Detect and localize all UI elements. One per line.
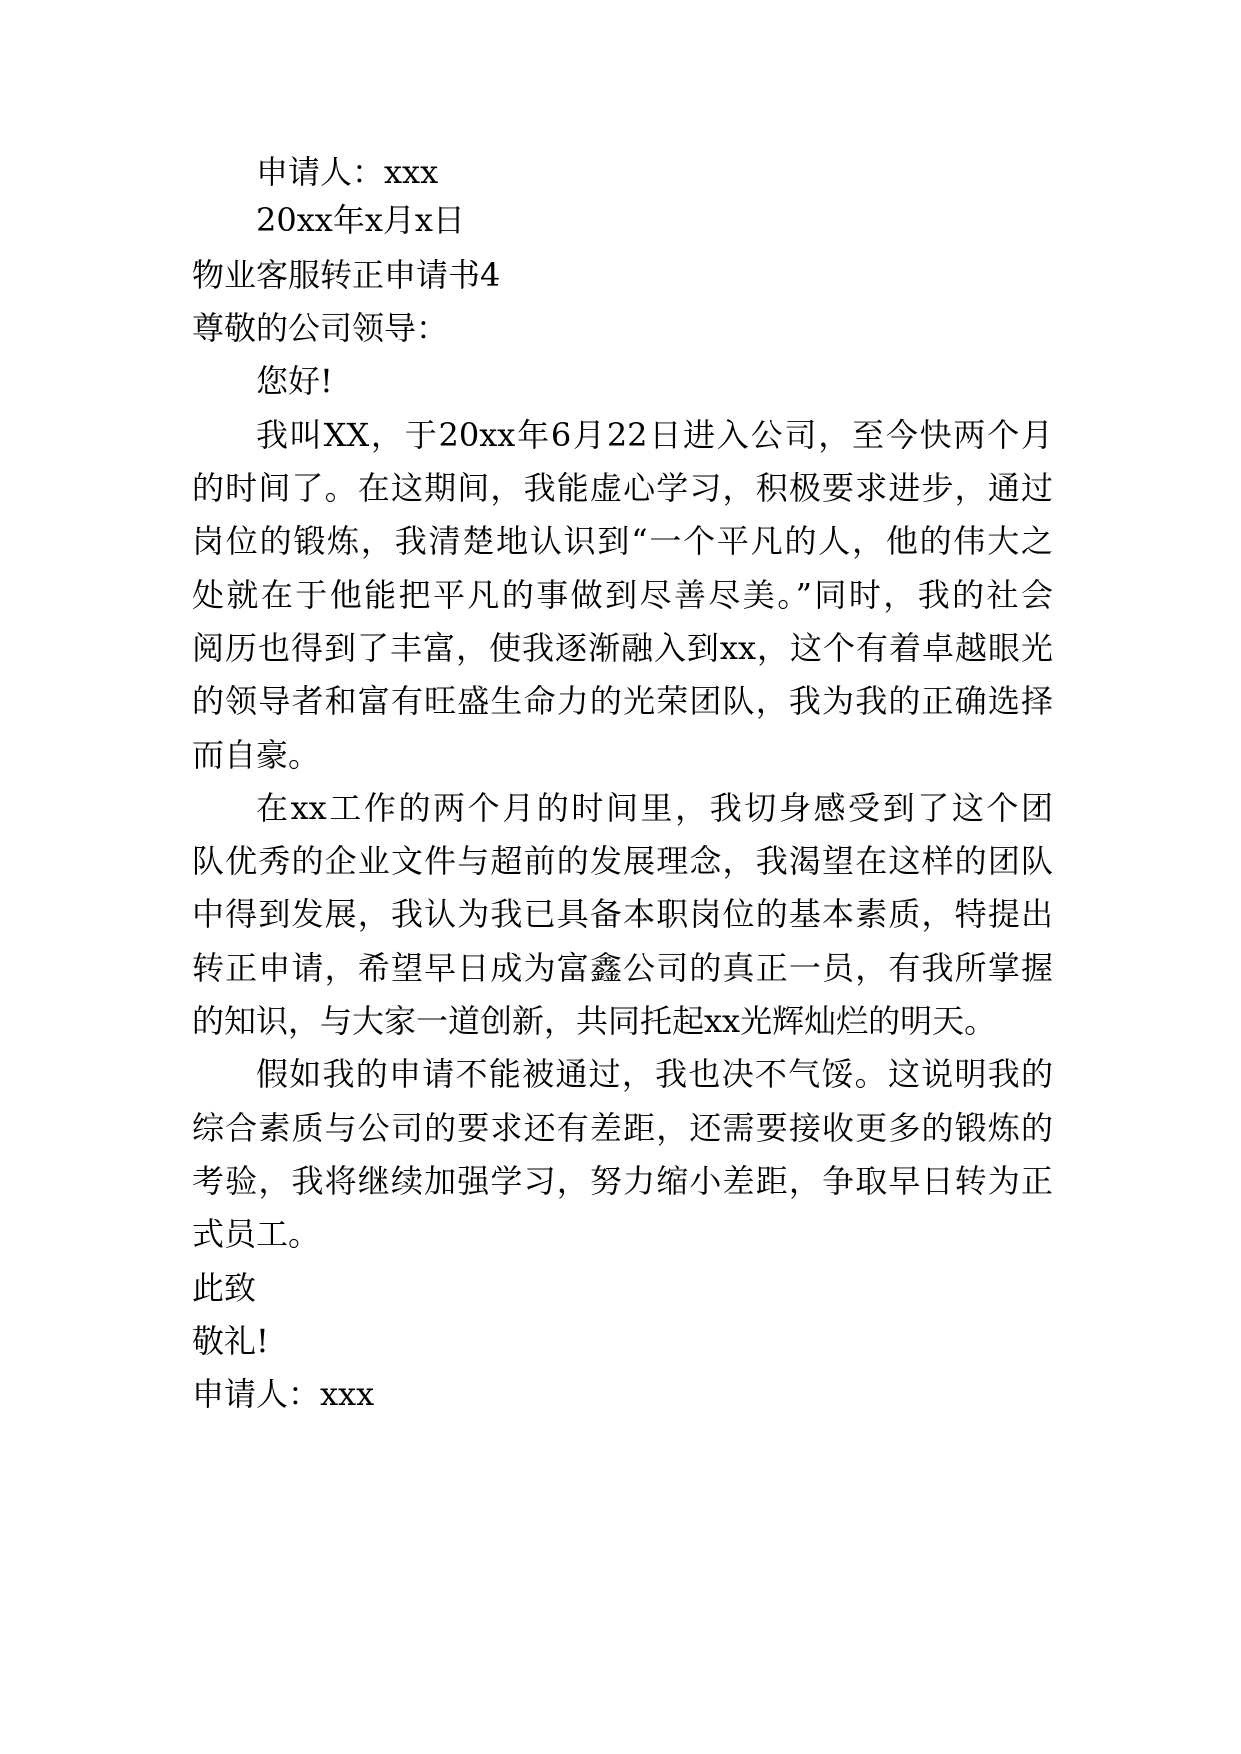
paragraph-3-line-2: 综合素质与公司的要求还有差距，还需要接收更多的锻炼的 — [192, 1109, 1053, 1147]
prev-applicant-line: 申请人：xxx — [256, 153, 439, 191]
closing-line-2: 敬礼! — [192, 1322, 269, 1360]
paragraph-2-line-5: 的知识，与大家一道创新，共同托起xx光辉灿烂的明天。 — [192, 1002, 997, 1040]
paragraph-2-line-4: 转正申请，希望早日成为富鑫公司的真正一员，有我所掌握 — [192, 949, 1053, 987]
greeting: 您好! — [256, 362, 333, 400]
paragraph-3-line-4: 式员工。 — [192, 1215, 321, 1253]
paragraph-1-line-5: 阅历也得到了丰富，使我逐渐融入到xx，这个有着卓越眼光 — [192, 629, 1053, 667]
paragraph-1-line-6: 的领导者和富有旺盛生命力的光荣团队，我为我的正确选择 — [192, 682, 1053, 720]
paragraph-1-line-7: 而自豪。 — [192, 736, 321, 774]
paragraph-2-line-1: 在xx工作的两个月的时间里，我切身感受到了这个团 — [256, 789, 1053, 827]
paragraph-1-line-2: 的时间了。在这期间，我能虚心学习，积极要求进步，通过 — [192, 469, 1053, 507]
paragraph-3-line-1: 假如我的申请不能被通过，我也决不气馁。这说明我的 — [256, 1055, 1053, 1093]
paragraph-1-line-1: 我叫XX，于20xx年6月22日进入公司，至今快两个月 — [256, 416, 1053, 454]
paragraph-1-line-4: 处就在于他能把平凡的事做到尽善尽美。”同时，我的社会 — [192, 576, 1053, 614]
paragraph-3-line-3: 考验，我将继续加强学习，努力缩小差距，争取早日转为正 — [192, 1162, 1053, 1200]
prev-date-line: 20xx年x月x日 — [256, 201, 465, 239]
paragraph-2-line-2: 队优秀的企业文件与超前的发展理念，我渴望在这样的团队 — [192, 842, 1053, 880]
salutation: 尊敬的公司领导： — [192, 309, 449, 347]
paragraph-2-line-3: 中得到发展，我认为我已具备本职岗位的基本素质，特提出 — [192, 895, 1053, 933]
document-title: 物业客服转正申请书4 — [192, 256, 501, 294]
closing-line-1: 此致 — [192, 1269, 257, 1307]
closing-applicant-line: 申请人：xxx — [192, 1375, 375, 1413]
paragraph-1-line-3: 岗位的锻炼，我清楚地认识到“一个平凡的人，他的伟大之 — [192, 522, 1053, 560]
